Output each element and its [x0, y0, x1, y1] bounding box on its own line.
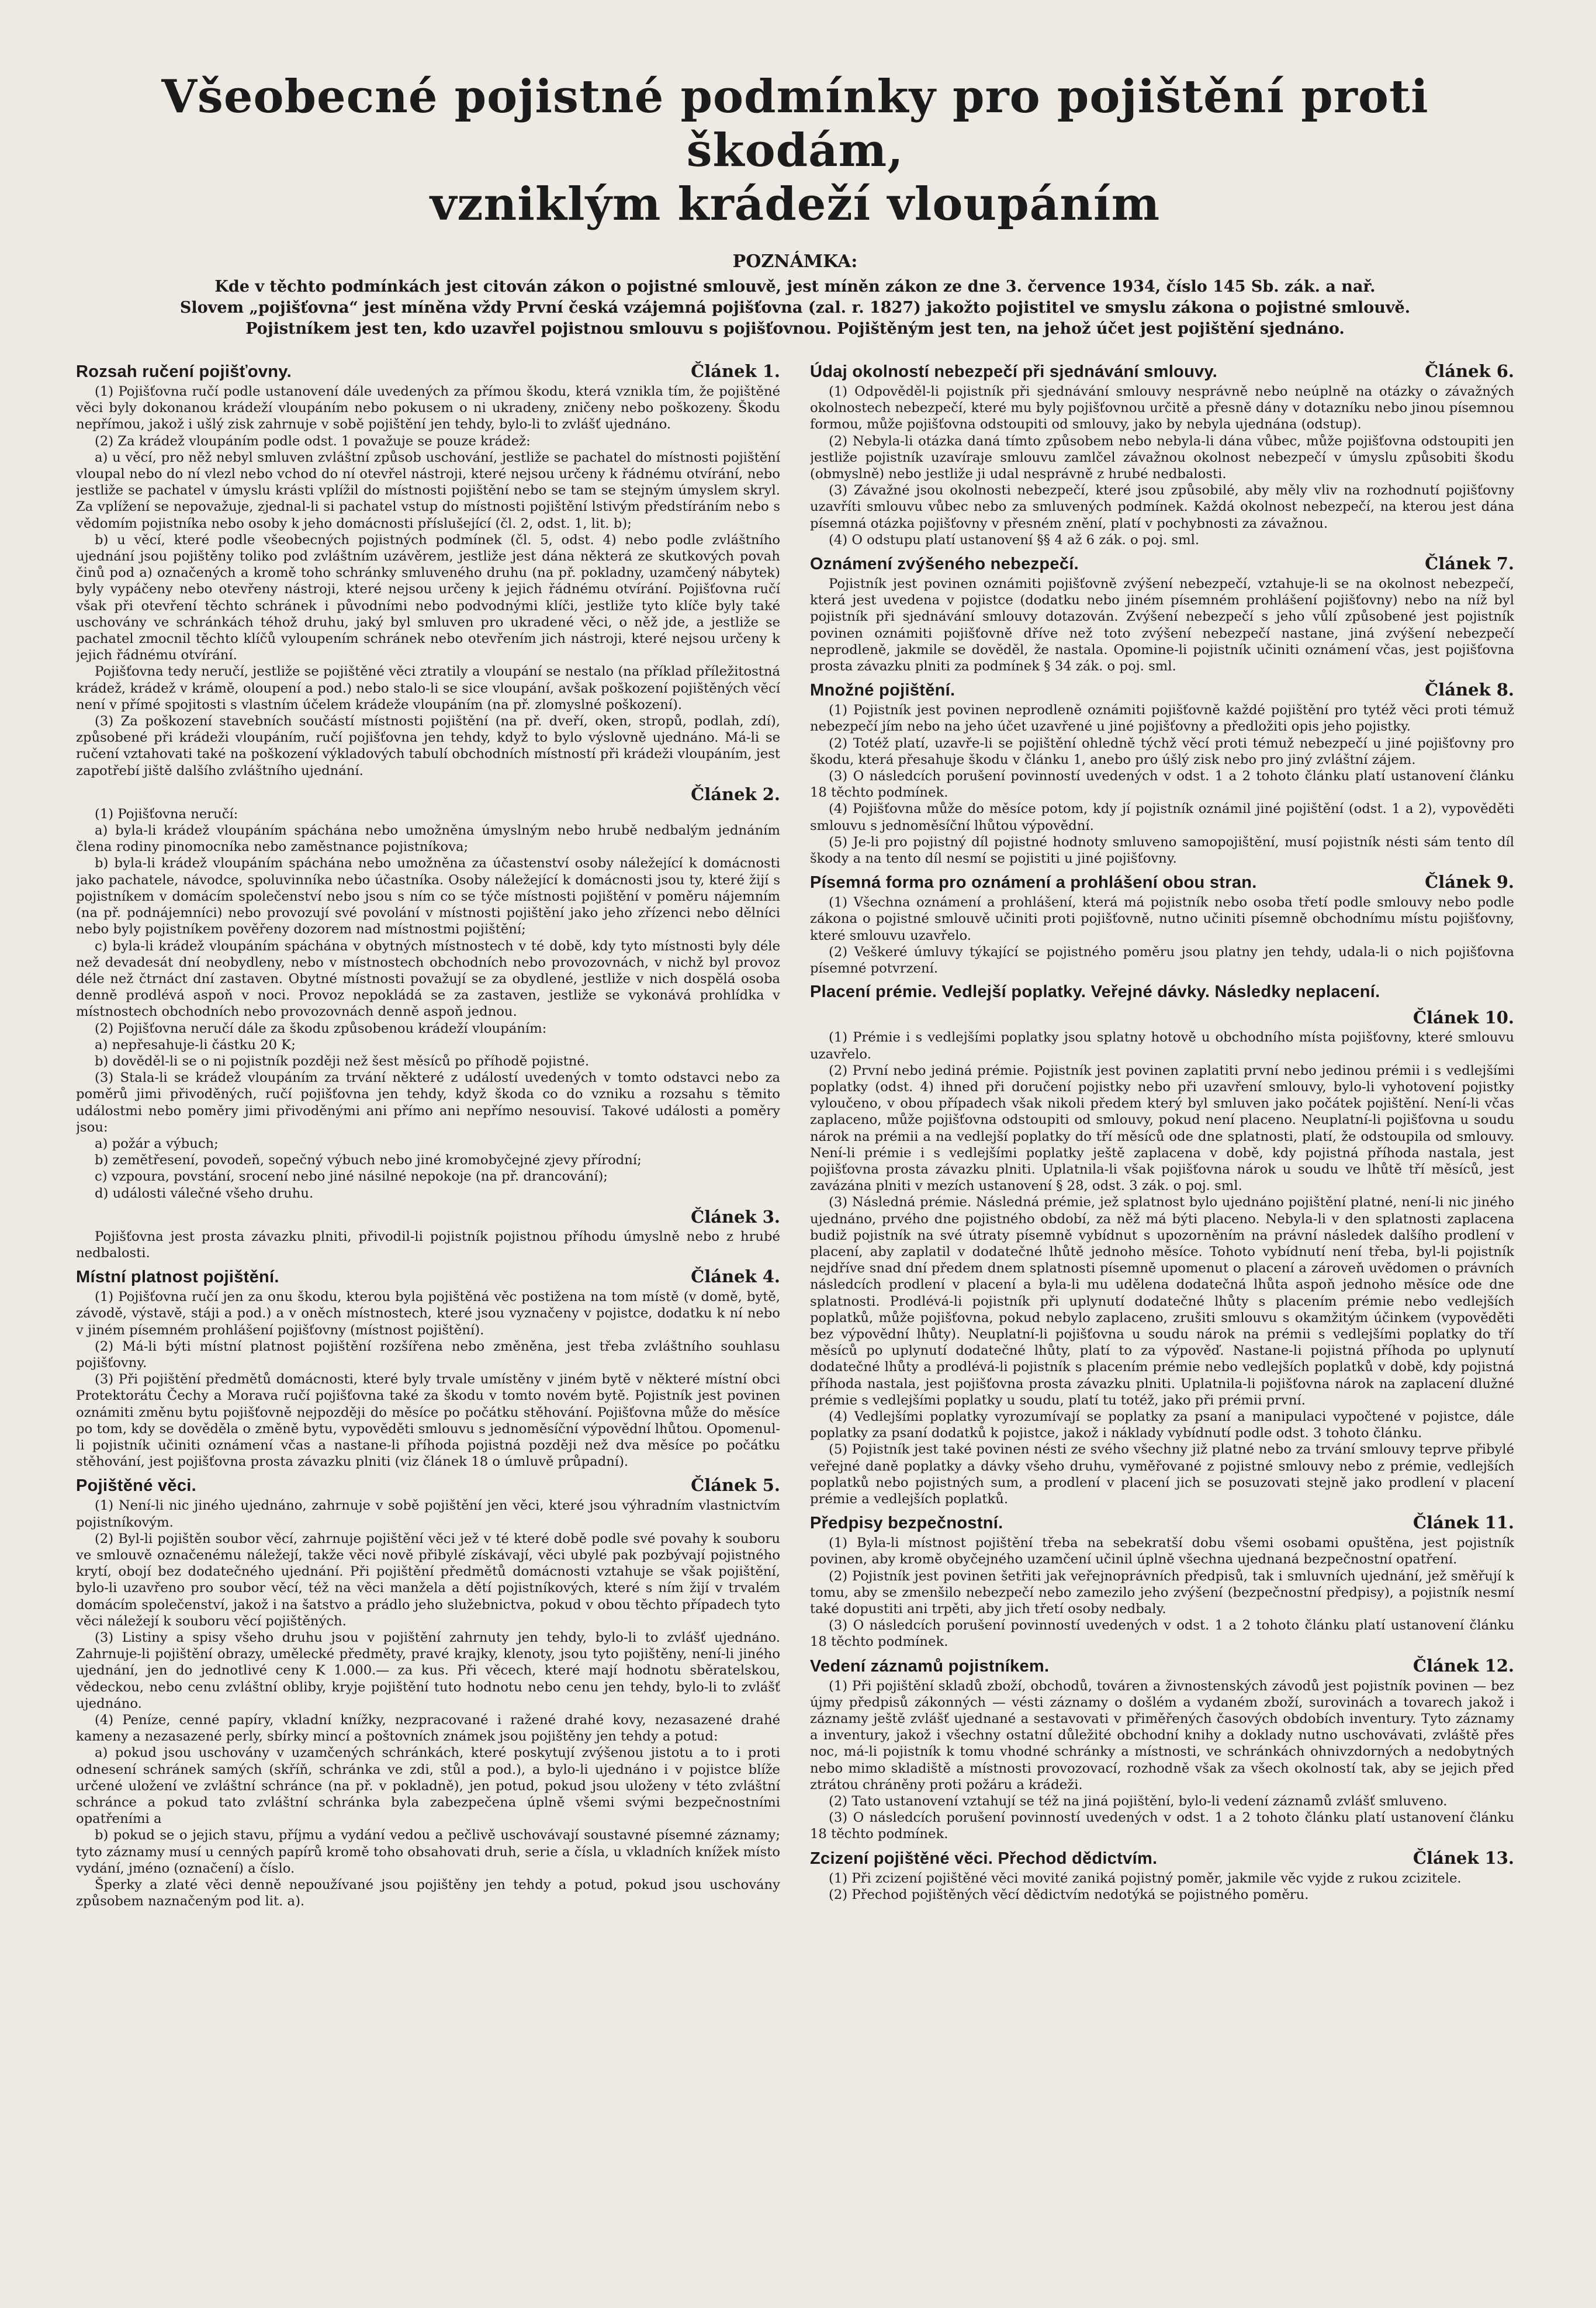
article-number: Článek 5. [691, 1475, 780, 1496]
article-title: Zcizení pojištěné věci. Přechod dědictvím. [810, 1849, 1158, 1868]
article-section [810, 553, 1514, 674]
article-paragraph: (1) Není-li nic jiného ujednáno, zahrnuje v sobě pojištění jen věci, které jsou výhradním vlastnictvím pojistníkovým. [76, 1498, 780, 1530]
article-paragraph: (4) Pojišťovna může do měsíce potom, kdy jí pojistník oznámil jiné pojištění (odst. 1 a 2), vypověděti smlouvu s jednoměsíční lhůtou výpovědní. [810, 801, 1514, 833]
article-paragraph: Pojistník jest povinen oznámiti pojišťovně zvýšení nebezpečí, vztahuje-li se na okolnost nebezpečí, která jest uvedena v pojistce (dodatku nebo jiném písemném prohlášení pojišťovny) nebo na níž byl pojistník při sjednávání smlouvy dotazován. Zvýšení nebezpečí s jeho vůlí způsobené jest pojistník povinen oznámiti pojišťovně dříve než toto zvýšení nebezpečí nastane, jiná zvýšení nebezpečí neprodleně, jakmile se dověděl, že nastala. Opomine-li pojistník učiniti oznámení včas, jest pojišťovna prosta závazku plniti za podmínek § 34 zák. o poj. sml. [810, 576, 1514, 674]
article-paragraph: b) pokud se o jejich stavu, příjmu a vydání vedou a pečlivě uschovávají soustavné písemné záznamy; tyto záznamy musí u cenných papírů kromě toho obsahovati druh, serie a čísla, u vkladních knížek místo vydání, jméno (označení) a číslo. [76, 1828, 780, 1876]
article-title: Předpisy bezpečnostní. [810, 1514, 1003, 1533]
article-number: Článek 13. [1412, 1847, 1514, 1868]
article-paragraph: (5) Je-li pro pojistný díl pojistné hodnoty smluveno samopojištění, musí pojistník nésti sám tento díl škody a na tento díl nesmí se pojistiti u jiné pojišťovny. [810, 834, 1514, 867]
article-section [76, 361, 780, 779]
article-title: Oznámení zvýšeného nebezpečí. [810, 555, 1079, 574]
article-paragraph: (2) Pojistník jest povinen šetřiti jak veřejnoprávních předpisů, tak i smluvních ujednání, jež směřují k tomu, aby se zmenšilo nebezpečí nebo zamezilo jeho zvýšení (bezpečnostní předpisy), a pojistník nesmí také dopustiti ani trpěti, aby jich třetí osoby nedbaly. [810, 1568, 1514, 1617]
article-paragraph: (1) Při zcizení pojištěné věci movité zaniká pojistný poměr, jakmile věc vyjde z rukou zcizitele. [829, 1870, 1462, 1886]
article-paragraph: (2) Má-li býti místní platnost pojištění rozšířena nebo změněna, jest třeba zvláštního souhlasu pojišťovny. [76, 1338, 780, 1371]
article-paragraph: (3) Za poškození stavebních součástí místnosti pojištění (na př. dveří, oken, stropů, podlah, zdí), způsobené při krádeži vloupáním, ručí pojišťovna jen tehdy, když to bylo výslovně ujednáno. Má-li se ručení vztahovati také na poškození výkladových tabulí obchodních místností při krádeži vloupáním, jest zapotřebí jiště dalšího zvláštního ujednání. [76, 714, 780, 778]
article-paragraph: (4) Vedlejšími poplatky vyrozumívají se poplatky za psaní a manipulaci vypočtené v pojistce, dále poplatky za psaní dodatků k pojistce, jakož i náklady vybídnutí podle odst. 3 tohoto článku. [810, 1409, 1514, 1441]
article-heading [810, 361, 1514, 382]
article-paragraph: (4) Peníze, cenné papíry, vkladní knížky, nezpracované i ražené drahé kovy, nezasazené drahé kameny a nezasazené perly, sbírky mincí a poštovních známek jsou pojištěny jen tehdy a potud: [76, 1712, 780, 1745]
article-paragraph: (3) O následcích porušení povinností uvedených v odst. 1 a 2 tohoto článku platí ustanovení článku 18 těchto podmínek. [810, 1810, 1514, 1842]
article-section [810, 1007, 1514, 1507]
article-paragraph: (3) Při pojištění předmětů domácnosti, které byly trvale umístěny v jiném bytě v některé místní obci Protektorátu Čechy a Morava ručí pojišťovna také za škodu v tomto novém bytě. Pojistník jest povinen oznámiti změnu bytu pojišťovně nejpozději do měsíce po počátku stěhování. Pojišťovna může do měsíce po tom, kdy se dověděla o změně bytu, vypověděti smlouvu s jednoměsíční výpovědní lhůtou. Opomenul-li pojistník učiniti oznámení včas a nastane-li příhoda pojistná později než dva měsíce po počátku stěhování, jest pojišťovna prosta závazku plniti (viz článek 18 o úmluvě průpadní). [76, 1372, 780, 1470]
article-number: Článek 4. [691, 1267, 780, 1287]
article-number: Článek 9. [1425, 872, 1514, 892]
article-section [76, 784, 780, 1202]
article-paragraph: b) byla-li krádež vloupáním spáchána nebo umožněna za účastenství osoby náležející k domácnosti jako pachatele, návodce, spoluvinníka nebo účastníka. Osoby náležející k domácnosti jsou ty, které žijí s pojistníkem v domácím společenství nebo jsou s ním co se týče místnosti pojištění v poměru nájemním (na př. podnájemníci) nebo provozují své povolání v místnosti pojištění jako jeho zřízenci nebo dělníci nebo byly pojistníkem pověřeny dozorem nad místnostmi pojištění; [76, 856, 780, 937]
article-title: Vedení záznamů pojistníkem. [810, 1656, 1050, 1676]
article-number: Článek 7. [1425, 553, 1514, 574]
note-line: Slovem „pojišťovna“ jest míněna vždy První česká vzájemná pojišťovna (zal. r. 1827) jakožto pojistitel ve smyslu zákona o pojistné smlouvě. [179, 299, 1411, 317]
article-section [76, 1206, 780, 1261]
article-heading [76, 1266, 780, 1288]
article-heading [810, 1007, 1514, 1028]
article-title: Rozsah ručení pojišťovny. [76, 362, 292, 381]
article-paragraph: (1) Pojišťovna ručí jen za onu škodu, kterou byla pojištěná věc postižena na tom místě (v domě, bytě, závodě, výstavě, stáji a pod.) a v oněch místnostech, které jsou vyznačeny v pojistce, dodatku k ní nebo v jiném písemném prohlášení pojišťovny (místnost pojištění). [76, 1289, 780, 1338]
article-paragraph: b) zemětřesení, povodeň, sopečný výbuch nebo jiné kromobyčejné zjevy přírodní; [95, 1153, 642, 1168]
article-number: Článek 10. [1412, 1008, 1514, 1028]
article-paragraph: b) dověděl-li se o ni pojistník později než šest měsíců po příhodě pojistné. [95, 1053, 590, 1069]
article-section [810, 871, 1514, 977]
article-heading [76, 1206, 780, 1227]
left-column [76, 356, 780, 2308]
article-number: Článek 12. [1412, 1655, 1514, 1676]
article-paragraph: (1) Pojišťovna ručí podle ustanovení dále uvedených za přímou škodu, která vznikla tím, že pojištěné věci byly dokonanou krádeží vloupáním nebo pokusem o ni ukradeny, zničeny nebo poškozeny. Škodu nepřímou, jakož i ušlý zisk zahrnuje v sobě pojištění jen tehdy, bylo-li to zvlášť ujednáno. [76, 384, 780, 432]
article-paragraph: (1) Pojišťovna neručí: [95, 806, 238, 822]
article-paragraph: (2) Za krádež vloupáním podle odst. 1 považuje se pouze krádež: [95, 433, 531, 449]
article-section [810, 679, 1514, 867]
article-section [810, 1512, 1514, 1650]
article-paragraph: (2) Tato ustanovení vztahují se též na jiná pojištění, bylo-li vedení záznamů zvlášť smluveno. [829, 1794, 1448, 1809]
article-paragraph: (1) Byla-li místnost pojištění třeba na sebekratší dobu všemi osobami opuštěna, jest pojistník povinen, aby kromě obyčejného uzamčení učinil úplně všechna ujednaná bezpečnostní opatření. [810, 1535, 1514, 1567]
article-title: Množné pojištění. [810, 681, 955, 700]
article-paragraph: (2) Nebyla-li otázka daná tímto způsobem nebo nebyla-li dána vůbec, může pojišťovna odstoupiti jen jestliže pojistník uzavíraje smlouvu zamlčel závažnou okolnost nebezpečí v úmyslu způsobiti škodu (obmyslně) nebo jestliže ji udal nesprávně z hrubé nedbalosti. [810, 433, 1514, 482]
article-paragraph: a) u věcí, pro něž nebyl smluven zvláštní způsob uschování, jestliže se pachatel do místnosti pojištění vloupal nebo do ní vlezl nebo vchod do ní otevřel nástroji, které nejsou určeny k řádnému otvírání, nebo jestliže se pachatel v úmyslu krásti vplížil do místnosti pojištění nebo se tam se stejným úmyslem skryl. Za vplížení se nepovažuje, zjednal-li si pachatel vstup do místnosti pojištění lstivým předstíráním nebo s vědomím pojistníka nebo osoby k jeho domácnosti příslušející (čl. 2, odst. 1, lit. b); [76, 449, 780, 531]
article-paragraph: a) byla-li krádež vloupáním spáchána nebo umožněna úmyslným nebo hrubě nedbalým jednáním člena rodiny pinomocníka nebo zaměstnance pojistníkova; [76, 823, 780, 855]
article-paragraph: c) vzpoura, povstání, srocení nebo jiné násilné nepokoje (na př. drancování); [95, 1169, 608, 1185]
note-line: Kde v těchto podmínkách jest citován zákon o pojistné smlouvě, jest míněn zákon ze dne 3. července 1934, číslo 145 Sb. zák. a nař. [214, 278, 1376, 296]
article-heading [76, 1475, 780, 1496]
article-heading [810, 553, 1514, 575]
article-paragraph: a) nepřesahuje-li částku 20 K; [95, 1037, 296, 1053]
article-section [810, 361, 1514, 548]
article-heading [810, 679, 1514, 701]
article-section [810, 981, 1514, 1002]
article-paragraph: (4) O odstupu platí ustanovení §§ 4 až 6 zák. o poj. sml. [829, 532, 1200, 548]
article-heading [76, 361, 780, 382]
article-paragraph: a) pokud jsou uschovány v uzamčených schránkách, které poskytují zvýšenou jistotu a to i proti odnesení schránek samých (skříň, schránka ve zdi, stůl a pod.), a bylo-li ujednáno i v pojistce blíže určené uložení ve zvláštní schránce (na př. v pokladně), jen potud, pokud jsou uloženy v této zvláštní schránce a pokud tato zvláštní schránka byla zabezpečena úplně všemi svými bezpečnostními opatřeními a [76, 1745, 780, 1827]
article-paragraph: (2) Totéž platí, uzavře-li se pojištění ohledně týchž věcí proti témuž nebezpečí u jiné pojišťovny pro škodu, která přesahuje škodu v článku 1, anebo pro úšlý zisk nebo pro jiný zvláštní zájem. [810, 735, 1514, 767]
article-heading [76, 784, 780, 805]
article-number: Článek 2. [691, 784, 780, 804]
article-heading [810, 981, 1514, 1002]
article-paragraph: (1) Odpověděl-li pojistník při sjednávání smlouvy nesprávně nebo neúplně na otázky o závažných okolnostech nebezpečí, které mu byly pojišťovnou určitě a přesně dány v dotazníku nebo jinou písemnou formou, může pojišťovna odstoupiti od smlouvy, jako by nebyla ujednána (odstup). [810, 384, 1514, 432]
note-block [76, 251, 1514, 340]
article-section [76, 1266, 780, 1470]
article-paragraph: (2) Pojišťovna neručí dále za škodu způsobenou krádeží vloupáním: [95, 1020, 547, 1036]
article-title: Místní platnost pojištění. [76, 1268, 279, 1287]
article-paragraph: (1) Prémie i s vedlejšími poplatky jsou splatny hotově u obchodního místa pojišťovny, které smlouvu uzavřelo. [810, 1030, 1514, 1062]
article-section [810, 1655, 1514, 1843]
article-title: Písemná forma pro oznámení a prohlášení obou stran. [810, 873, 1257, 892]
article-number: Článek 8. [1425, 680, 1514, 700]
article-title: Pojištěné věci. [76, 1476, 196, 1496]
article-paragraph: (3) Listiny a spisy všeho druhu jsou v pojištění zahrnuty jen tehdy, bylo-li to zvlášť ujednáno. Zahrnuje-li pojištění obrazy, umělecké předměty, pravé krajky, klenoty, jsou tyto pojištěny, není-li jiného ujednání, jen do jednotlivé ceny K 1.000.— za kus. Při věcech, které mají hodnotu sběratelskou, vědeckou, nebo cenu zvláštní obliby, kryje pojištění tuto hodnotu nebo cenu jen tehdy, bylo-li to zvlášť ujednáno. [76, 1630, 780, 1711]
article-paragraph: (2) Přechod pojištěných věcí dědictvím nedotýká se pojistného poměru. [829, 1887, 1309, 1902]
article-paragraph: c) byla-li krádež vloupáním spáchána v obytných místnostech v té době, kdy tyto místnosti byly déle než devadesát dní neobydleny, nebo v místnostech obchodních nebo provozovnách, v nichž byl provoz déle než čtrnáct dní zastaven. Obytné místnosti považují se za obydlené, jestliže v nich dospělá osoba denně prodlévá aspoň v noci. Provoz nepokládá se za zastaven, jestliže se vykonává prohlídka v místnostech obchodních nebo provozovnách denně aspoň jednou. [76, 938, 780, 1020]
article-paragraph: (5) Pojistník jest také povinen nésti ze svého všechny již platné nebo za trvání smlouvy teprve přibylé veřejné daně poplatky a dávky všeho druhu, vyměřované z pojistné smlouvy nebo z prémie, vedlejších poplatků nebo pojistných sum, a prodlení v placení jich se posuzovati stejně jako prodlení v placení prémie a vedlejších poplatků. [810, 1442, 1514, 1507]
article-number: Článek 6. [1425, 361, 1514, 381]
article-section [76, 1475, 780, 1909]
article-heading [810, 871, 1514, 893]
article-paragraph: Šperky a zlaté věci denně nepoužívané jsou pojištěny jen tehdy a potud, pokud jsou uschovány způsobem naznačeným pod lit. a). [76, 1877, 780, 1909]
article-paragraph: (1) Při pojištění skladů zboží, obchodů, továren a živnostenských závodů jest pojistník povinen — bez újmy předpisů zákonných — vésti záznamy o došlém a vydaném zboží, surovinách a tovarech jakož i záznamy ještě zvlášť ujednané a sestavovati v přiměřených časových obdobích inventury. Tyto záznamy a inventury, jakož i všechny ostatní důležité obchodní knihy a doklady nutno uschovávati, zvláště přes noc, má-li pojistník k tomu vhodné schránky a místnosti, ve schránkách ohnivzdorných a nedobytných nebo mimo skladiště a místnosti provozovací, rozhodně však za všech okolností tak, aby se jejich před ztrátou chráněny proti požáru a krádeži. [810, 1678, 1514, 1793]
text-columns [76, 356, 1514, 2308]
article-paragraph: (2) První nebo jediná prémie. Pojistník jest povinen zaplatiti první nebo jedinou prémii i s vedlejšími poplatky (odst. 4) ihned při doručení pojistky nebo při uzavření smlouvy, bylo-li vyhotovení pojistky vyloučeno, v obou případech však nikoli předem který byl smluven jako počátek pojištění. Není-li včas zaplaceno, může pojišťovna odstoupiti od smlouvy, pokud není placeno. Neuplatní-li pojišťovna u soudu nárok na prémii a na vedlejší poplatky do tří měsíců ode dne splatnosti, platí, že odstoupila od smlouvy. Není-li prémie i s vedlejšími poplatky ještě zaplacena v době, kdy pojistná příhoda nastala, jest pojišťovna prosta závazku plniti. Uplatnila-li však pojišťovna nárok u soudu ve lhůtě tří měsíců, jest zavázána plniti v mezích ustanovení § 28, odst. 3 zák. o poj. sml. [810, 1063, 1514, 1194]
article-paragraph: (1) Všechna oznámení a prohlášení, která má pojistník nebo osoba třetí podle smlouvy nebo podle zákona o pojistné smlouvě učiniti proti pojišťovně, nutno učiniti písemně obchodnímu místu pojišťovny, které smlouvu uzavřelo. [810, 895, 1514, 943]
article-paragraph: Pojišťovna tedy neručí, jestliže se pojištěné věci ztratily a vloupání se nestalo (na příklad příležitostná krádež, krádež v krámě, oloupení a pod.) nebo stalo-li se sice vloupání, avšak poškození pojištěných věcí není v přímé spojitosti s vlastním účelem krádeže vloupáním (na př. zlomyslné poškození). [76, 664, 780, 712]
article-paragraph: (3) Stala-li se krádež vloupáním za trvání některé z událostí uvedených v tomto odstavci nebo za poměrů jimi přivoděných, ručí pojišťovna jen tehdy, když škoda co do vzniku a rozsahu s těmito událostmi nebo poměry jimi přivoděnými ani přímo ani nepřímo nesouvisí. Takové události a poměry jsou: [76, 1070, 780, 1135]
article-paragraph: (3) Následná prémie. Následná prémie, jež splatnost bylo ujednáno pojištění platné, není-li nic jiného ujednáno, prvého dne pojistného období, za něž má býti placeno. Nebyla-li v den splatnosti zaplacena budiž pojistník na své útraty písemně vybídnut s upozorněním na právní následek dalšího prodlení v placení, aby zaplatil v dodatečné lhůtě jednoho měsíce. Tohoto vybídnutí není třeba, byl-li pojistník nejdříve snad dní předem dnem splatnosti písemně upomenut o placení a zároveň uvědomen o právních následcích prodlení v placení a byla-li mu udělena dodatečná lhůta aspoň jednoho měsíce ode dne splatnosti. Prodlévá-li pojistník při uplynutí dodatečné lhůty s placením prémie nebo vedlejších poplatků, může pojišťovna, pokud nebylo zaplaceno, zrušiti smlouvu s okamžitým účinkem (vypověděti bez výpovědní lhůty). Neuplatní-li pojišťovna u soudu nárok na prémii s vedlejšími poplatky do tří měsíců po uplynutí dodatečné lhůty, platí to za výpověď. Nastane-li pojistná příhoda po uplynutí dodatečné lhůty a prodlévá-li pojistník s placením prémie nebo vedlejších poplatků v době, kdy pojistná příhoda nastala, jest pojišťovna prosta závazku plniti. Uplatnila-li pojišťovna nárok na zaplacení dlužné prémie s vedlejšími poplatky u soudu, platí tu totéž, jako při prémii první. [810, 1195, 1514, 1408]
article-heading [810, 1655, 1514, 1677]
note-heading: POZNÁMKA: [732, 251, 858, 272]
article-paragraph: (2) Veškeré úmluvy týkající se pojistného poměru jsou platny jen tehdy, udala-li o nich pojišťovna písemné potvrzení. [810, 944, 1514, 977]
article-title: Údaj okolností nebezpečí při sjednávání smlouvy. [810, 362, 1218, 381]
article-paragraph: d) události válečné všeho druhu. [95, 1185, 314, 1201]
article-paragraph: (3) O následcích porušení povinností uvedených v odst. 1 a 2 tohoto článku platí ustanovení článku 18 těchto podmínek. [810, 1618, 1514, 1650]
article-paragraph: (1) Pojistník jest povinen neprodleně oznámiti pojišťovně každé pojištění pro tytéž věci proti témuž nebezpečí jím nebo na jeho účet uzavřené u jiné pojišťovny a předložiti opis jeho pojistky. [810, 703, 1514, 735]
right-column [810, 356, 1514, 2308]
article-number: Článek 11. [1412, 1513, 1514, 1533]
article-title: Placení prémie. Vedlejší poplatky. Veřejné dávky. Následky neplacení. [810, 982, 1380, 1002]
article-number: Článek 3. [691, 1206, 780, 1227]
article-number: Článek 1. [691, 361, 780, 381]
article-paragraph: b) u věcí, které podle všeobecných pojistných podmínek (čl. 5, odst. 4) nebo podle zvláštního ujednání jsou pojištěny toliko pod zvláštním uzávěrem, jestliže jest dána některá ze skutkových povah činů pod a) označených a kromě toho schránky smluveného druhu (na př. pokladny, uzamčený nábytek) byly vypáčeny nebo otevřeny nástroji, které nejsou určeny k jejich řádnému otvírání. Pojišťovna ručí však při otevření těchto schránek i původními nebo podvodnými klíči, jestliže tyto klíče byly také uschovány ve schránkách téhož druhu, jaký byl smluven pro ukradené věci, o něž jde, a jestliže se pachatel zmocnil těchto klíčů vyloupením schránek nebo otevřením jich nástroji, které nejsou určeny k jejich řádnému otvírání. [76, 532, 780, 663]
article-paragraph: Pojišťovna jest prosta závazku plniti, přivodil-li pojistník pojistnou příhodu úmyslně nebo z hrubé nedbalosti. [76, 1229, 780, 1261]
article-paragraph: (2) Byl-li pojištěn soubor věcí, zahrnuje pojištění věci jež v té které době podle své povahy k souboru ve smlouvě označenému náležejí, takže věci nově přibylé získávají, věci ubylé pak pozbývají pojistného krytí, obojí bez dodatečného ujednání. Při pojištění předmětů domácnosti vztahuje se však pojištění, bylo-li uzavřeno pro soubor věcí, též na věci manžela a dětí pojistníkových, které s ním žijí v trvalém domácím společenství, jakož i na šatstvo a prádlo jeho služebnictva, pokud v obou těchto případech tyto věci náležejí k souboru věcí pojištěných. [76, 1531, 780, 1629]
title-line-1: Všeobecné pojistné podmínky pro pojištění proti škodám, [161, 70, 1429, 177]
article-paragraph: (3) O následcích porušení povinností uvedených v odst. 1 a 2 tohoto článku platí ustanovení článku 18 těchto podmínek. [810, 769, 1514, 801]
article-section [810, 1847, 1514, 1903]
article-heading [810, 1512, 1514, 1534]
note-line: Pojistníkem jest ten, kdo uzavřel pojistnou smlouvu s pojišťovnou. Pojištěným jest ten, na jehož účet jest pojištění sjednáno. [245, 320, 1345, 338]
article-paragraph: a) požár a výbuch; [95, 1136, 219, 1151]
document-title [76, 70, 1514, 231]
article-heading [810, 1847, 1514, 1869]
title-line-2: vzniklým krádeží vloupáním [430, 178, 1161, 231]
article-paragraph: (3) Závažné jsou okolnosti nebezpečí, které jsou způsobilé, aby měly vliv na rozhodnutí pojišťovny uzavříti smlouvu vůbec nebo za smluvených podmínek. Každá okolnost nebezpečí, na kterou jest dána písemná otázka pojišťovny v přesném znění, platí v pochybnosti za závažnou. [810, 483, 1514, 531]
